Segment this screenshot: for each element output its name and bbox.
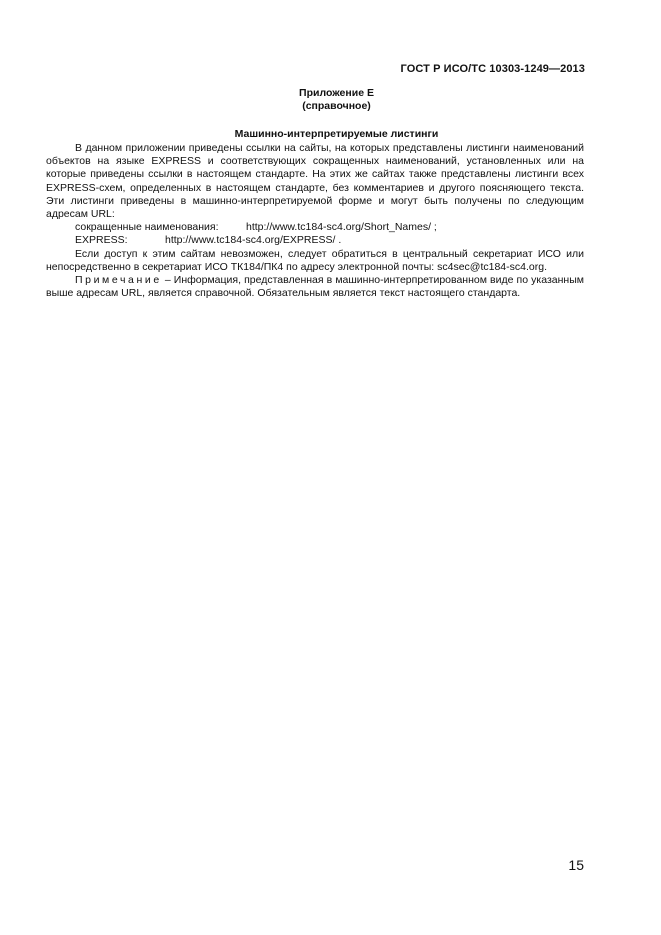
url-link[interactable]: http://www.tc184-sc4.org/Short_Names/ ; xyxy=(246,221,437,234)
appendix-title: Приложение Е xyxy=(299,87,374,99)
section-title: Машинно-интерпретируемые листинги xyxy=(234,128,439,140)
url-row-short-names xyxy=(46,221,584,234)
page-number: 15 xyxy=(568,857,584,873)
intro-paragraph: В данном приложении приведены ссылки на сайты, на которых представлены листинги наименований объектов на языке EXPRESS и соответствующих сокращенных наименований, установленных или на которые приведены ссылки в настоящем стандарте. На этих же сайтах также представлены листинги всех EXPRESS-схем, определенных в настоящем стандарте, без комментариев и другого поясняющего текста. Эти листинги приведены в машинно-интерпретируемой форме и могут быть получены по следующим адресам URL: xyxy=(46,142,584,221)
document-body xyxy=(46,142,584,300)
standard-code-header: ГОСТ Р ИСО/ТС 10303-1249—2013 xyxy=(400,63,585,75)
note-label: Примечание xyxy=(75,274,162,287)
contact-paragraph: Если доступ к этим сайтам невозможен, следует обратиться в центральный секретариат ИСО или непосредственно в секретариат ИСО ТК184/ПК4 по адресу электронной почты: sc4sec@tc184-sc4.org. xyxy=(46,247,584,273)
url-label: EXPRESS: xyxy=(75,234,128,247)
appendix-subtitle: (справочное) xyxy=(302,100,371,112)
url-link[interactable]: http://www.tc184-sc4.org/EXPRESS/ . xyxy=(165,234,342,247)
url-row-express xyxy=(46,234,584,247)
note-text: – Информация, представленная в машинно-интерпретированном виде по указанным выше адресам URL, является справочной. Обязательным является текст настоящего стандарта. xyxy=(46,274,584,300)
note-paragraph xyxy=(46,274,584,300)
appendix-heading xyxy=(0,87,661,113)
url-label: сокращенные наименования: xyxy=(75,221,219,234)
